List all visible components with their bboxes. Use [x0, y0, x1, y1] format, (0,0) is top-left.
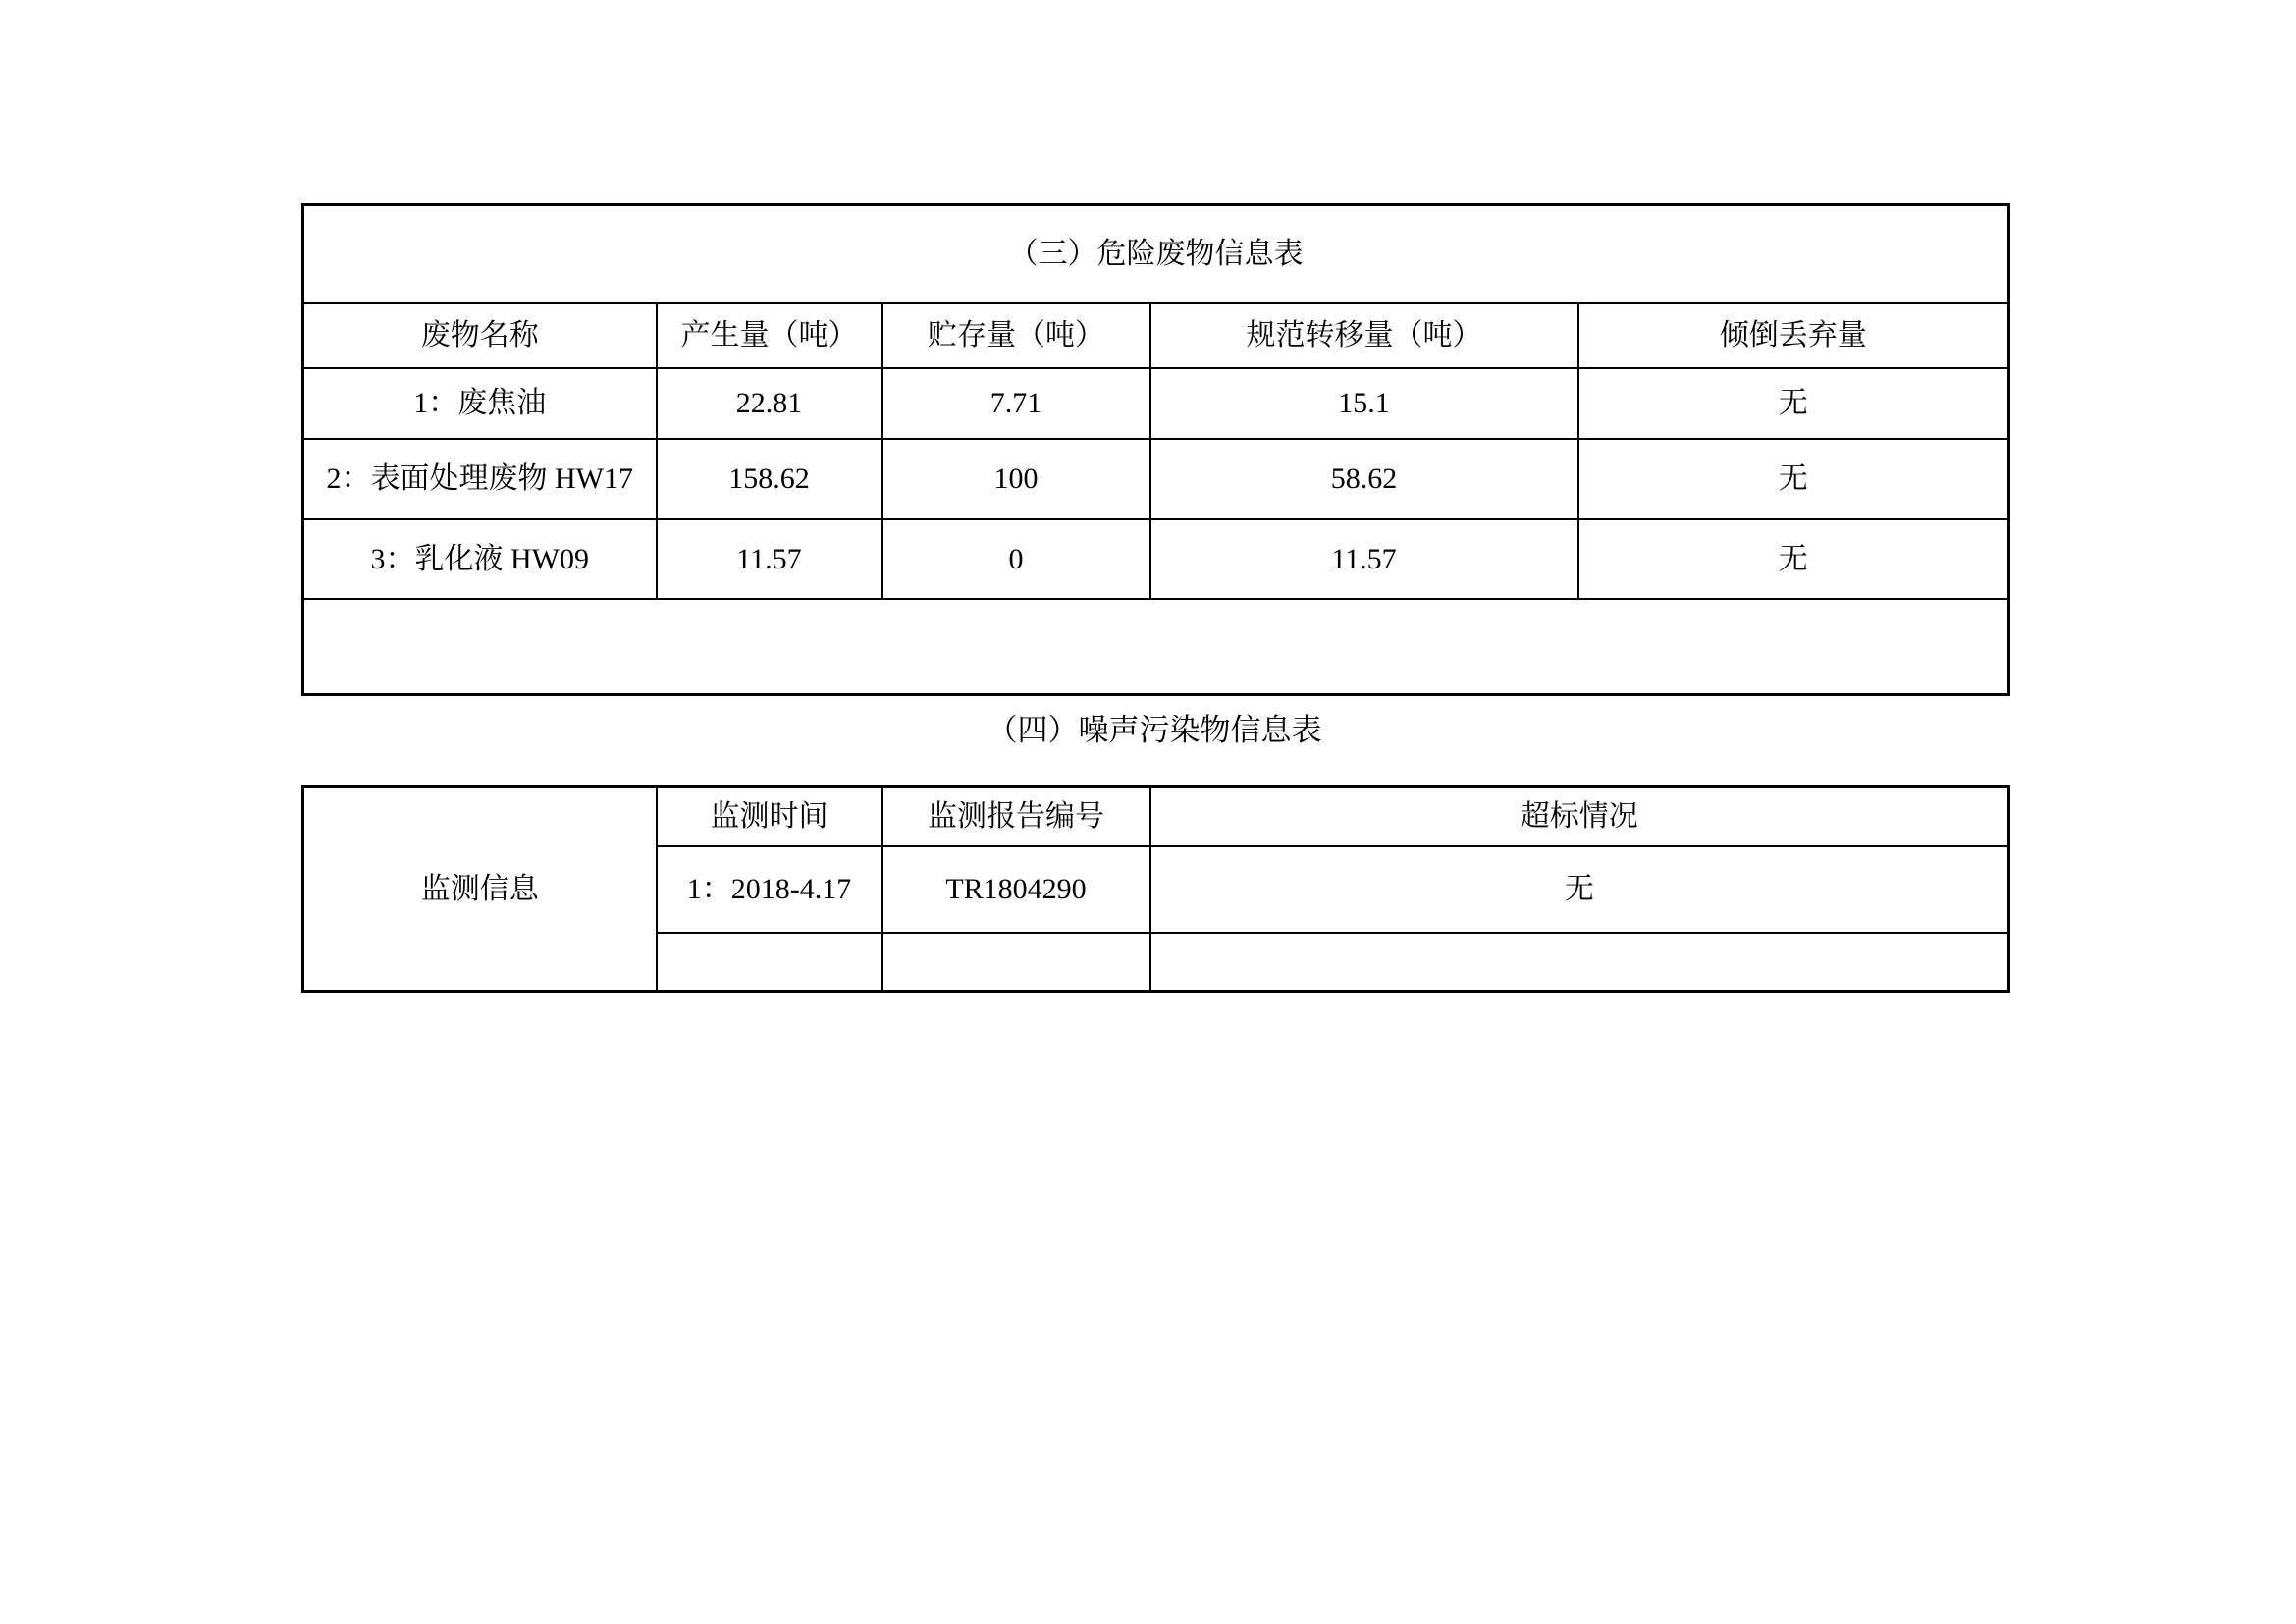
noise-table: [301, 785, 2010, 993]
table-row: [303, 439, 2009, 519]
table-row: [303, 368, 2009, 439]
cell-produced-amount: 22.81: [657, 368, 882, 439]
empty-cell: [1150, 933, 2009, 992]
cell-transferred-amount: 15.1: [1150, 368, 1578, 439]
header-dumped-amount: 倾倒丢弃量: [1578, 303, 2009, 368]
cell-exceedance: 无: [1150, 846, 2009, 933]
header-exceedance: 超标情况: [1150, 787, 2009, 847]
cell-transferred-amount: 11.57: [1150, 519, 1578, 599]
cell-stored-amount: 0: [882, 519, 1150, 599]
table-row: [303, 519, 2009, 599]
cell-monitor-info-label: 监测信息: [303, 787, 657, 992]
cell-waste-name: 1：废焦油: [303, 368, 657, 439]
noise-header-row: [303, 787, 2009, 847]
empty-cell: [657, 933, 882, 992]
hazardous-waste-header-row: [303, 303, 2009, 368]
cell-transferred-amount: 58.62: [1150, 439, 1578, 519]
cell-dumped-amount: 无: [1578, 368, 2009, 439]
cell-report-number: TR1804290: [882, 846, 1150, 933]
cell-waste-name: 3：乳化液 HW09: [303, 519, 657, 599]
cell-monitor-time: 1：2018-4.17: [657, 846, 882, 933]
header-stored-amount: 贮存量（吨）: [882, 303, 1150, 368]
header-produced-amount: 产生量（吨）: [657, 303, 882, 368]
hazardous-waste-table-title: （三）危险废物信息表: [303, 205, 2009, 304]
hazardous-waste-table: [301, 203, 2010, 696]
cell-waste-name: 2：表面处理废物 HW17: [303, 439, 657, 519]
cell-stored-amount: 100: [882, 439, 1150, 519]
cell-produced-amount: 158.62: [657, 439, 882, 519]
cell-dumped-amount: 无: [1578, 439, 2009, 519]
empty-cell: [303, 599, 2009, 695]
empty-row: [303, 599, 2009, 695]
empty-cell: [882, 933, 1150, 992]
header-transferred-amount: 规范转移量（吨）: [1150, 303, 1578, 368]
header-report-number: 监测报告编号: [882, 787, 1150, 847]
header-waste-name: 废物名称: [303, 303, 657, 368]
header-monitor-time: 监测时间: [657, 787, 882, 847]
cell-stored-amount: 7.71: [882, 368, 1150, 439]
cell-produced-amount: 11.57: [657, 519, 882, 599]
noise-table-title: （四）噪声污染物信息表: [987, 713, 1322, 747]
cell-dumped-amount: 无: [1578, 519, 2009, 599]
hazardous-waste-table-title-row: [303, 205, 2009, 304]
